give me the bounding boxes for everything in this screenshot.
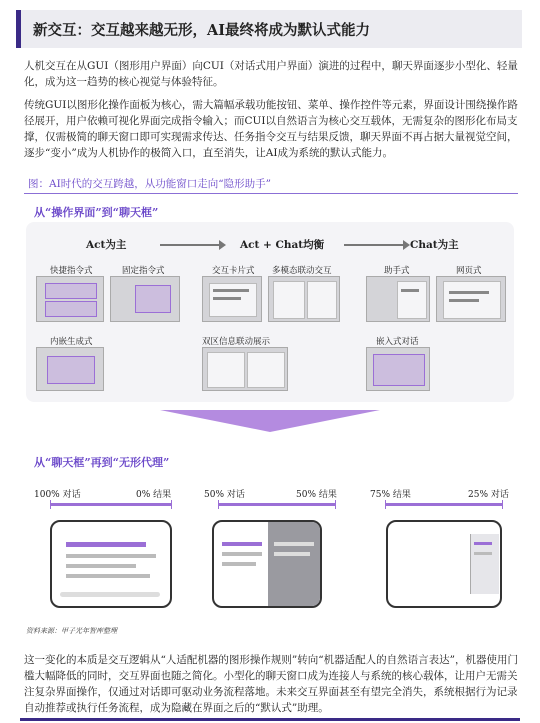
arrow-right-icon — [344, 244, 404, 246]
stage-balanced: Act + Chat均衡 — [240, 239, 325, 251]
group1-screen — [50, 520, 172, 608]
group2-left-label: 50% 对话 — [204, 490, 245, 500]
thumb-assistant — [366, 276, 430, 322]
group2-screen — [212, 520, 322, 608]
group1-left-label: 100% 对话 — [34, 490, 81, 500]
stage-act: Act为主 — [86, 239, 127, 251]
bar-tick — [171, 500, 172, 509]
thumb-fixed — [110, 276, 180, 322]
thumb-shortcut — [36, 276, 104, 322]
label-cards: 交互卡片式 — [212, 266, 255, 276]
arrow-right-icon — [160, 244, 220, 246]
label-assistant: 助手式 — [384, 266, 410, 276]
group3-screen — [386, 520, 502, 608]
page-title: 新交互：交互越来越无形，AI最终将成为默认式能力 — [33, 22, 371, 39]
intro-paragraph: 人机交互在从GUI（图形用户界面）向CUI（对话式用户界面）演进的过程中，聊天界面逐步小型化、轻量化，成为这一趋势的核心视觉与体验特征。 — [24, 60, 518, 88]
figure-caption: 图：AI时代的交互跨越，从功能窗口走向“隐形助手” — [28, 178, 271, 190]
figure-source: 资料来源：甲子光年智库整理 — [26, 627, 117, 635]
closing-paragraph: 这一变化的本质是交互逻辑从“人适配机器的图形操作规则”转向“机器适配人的自然语言表达”，机器使用门槛大幅降低的同时，交互界面也随之简化。小型化的聊天窗口成为连接人与系统的核心载体，让用户无需关注复杂界面操作，仅通过对话即可驱动业务流程落地。未来交互界面甚至有望完全消失，系统根据行为记录自动推荐或执行任务流程，成为隐藏在界面之后的“默认式”助理。 — [24, 654, 518, 714]
heading-bar — [16, 10, 522, 48]
thumb-web — [436, 276, 506, 322]
second-paragraph: 传统GUI以图形化操作面板为核心，需大篇幅承载功能按钮、菜单、操作控件等元素，界面设计围绕操作路径展开，用户依赖可视化界面完成指令输入；而CUI以自然语言为核心交互载体，无需复杂的图形化布局支撑，仅需极简的聊天窗口即可实现需求传达、任务指令交互与结果反馈，聊天界面不再占据大量视觉空间，逐步“变小”成为人机协作的极简入口，直至消失，让AI成为系统的默认式能力。 — [24, 99, 518, 159]
group3-ratio-bar — [385, 503, 503, 506]
thumb-multimodal — [268, 276, 340, 322]
label-shortcut: 快捷指令式 — [50, 266, 93, 276]
bottom-rule — [20, 718, 520, 721]
label-dual-zone: 双区信息联动展示 — [202, 337, 271, 347]
label-embedded-gen: 内嵌生成式 — [50, 337, 93, 347]
label-web: 网页式 — [456, 266, 482, 276]
thumb-dual-zone — [202, 347, 288, 391]
thumb-embedded-gen — [36, 347, 104, 391]
group2-ratio-bar — [218, 503, 336, 506]
label-embedded-chat: 嵌入式对话 — [376, 337, 419, 347]
group3-right-label: 25% 对话 — [468, 490, 509, 500]
section1-title: 从“操作界面”到“聊天框” — [34, 206, 159, 219]
group1-right-label: 0% 结果 — [136, 490, 172, 500]
label-fixed: 固定指令式 — [122, 266, 165, 276]
group3-left-label: 75% 结果 — [370, 490, 411, 500]
group1-ratio-bar — [50, 503, 172, 506]
thumb-embedded-chat — [366, 347, 430, 391]
bar-tick — [335, 500, 336, 509]
bar-tick — [502, 500, 503, 509]
funnel-arrow-icon — [160, 410, 380, 432]
group2-right-label: 50% 结果 — [296, 490, 337, 500]
caption-divider — [24, 193, 518, 194]
label-multimodal: 多模态联动交互 — [272, 266, 332, 276]
thumb-cards — [202, 276, 262, 322]
stage-chat: Chat为主 — [410, 239, 459, 251]
section2-title: 从“聊天框”再到“无形代理” — [34, 456, 170, 469]
